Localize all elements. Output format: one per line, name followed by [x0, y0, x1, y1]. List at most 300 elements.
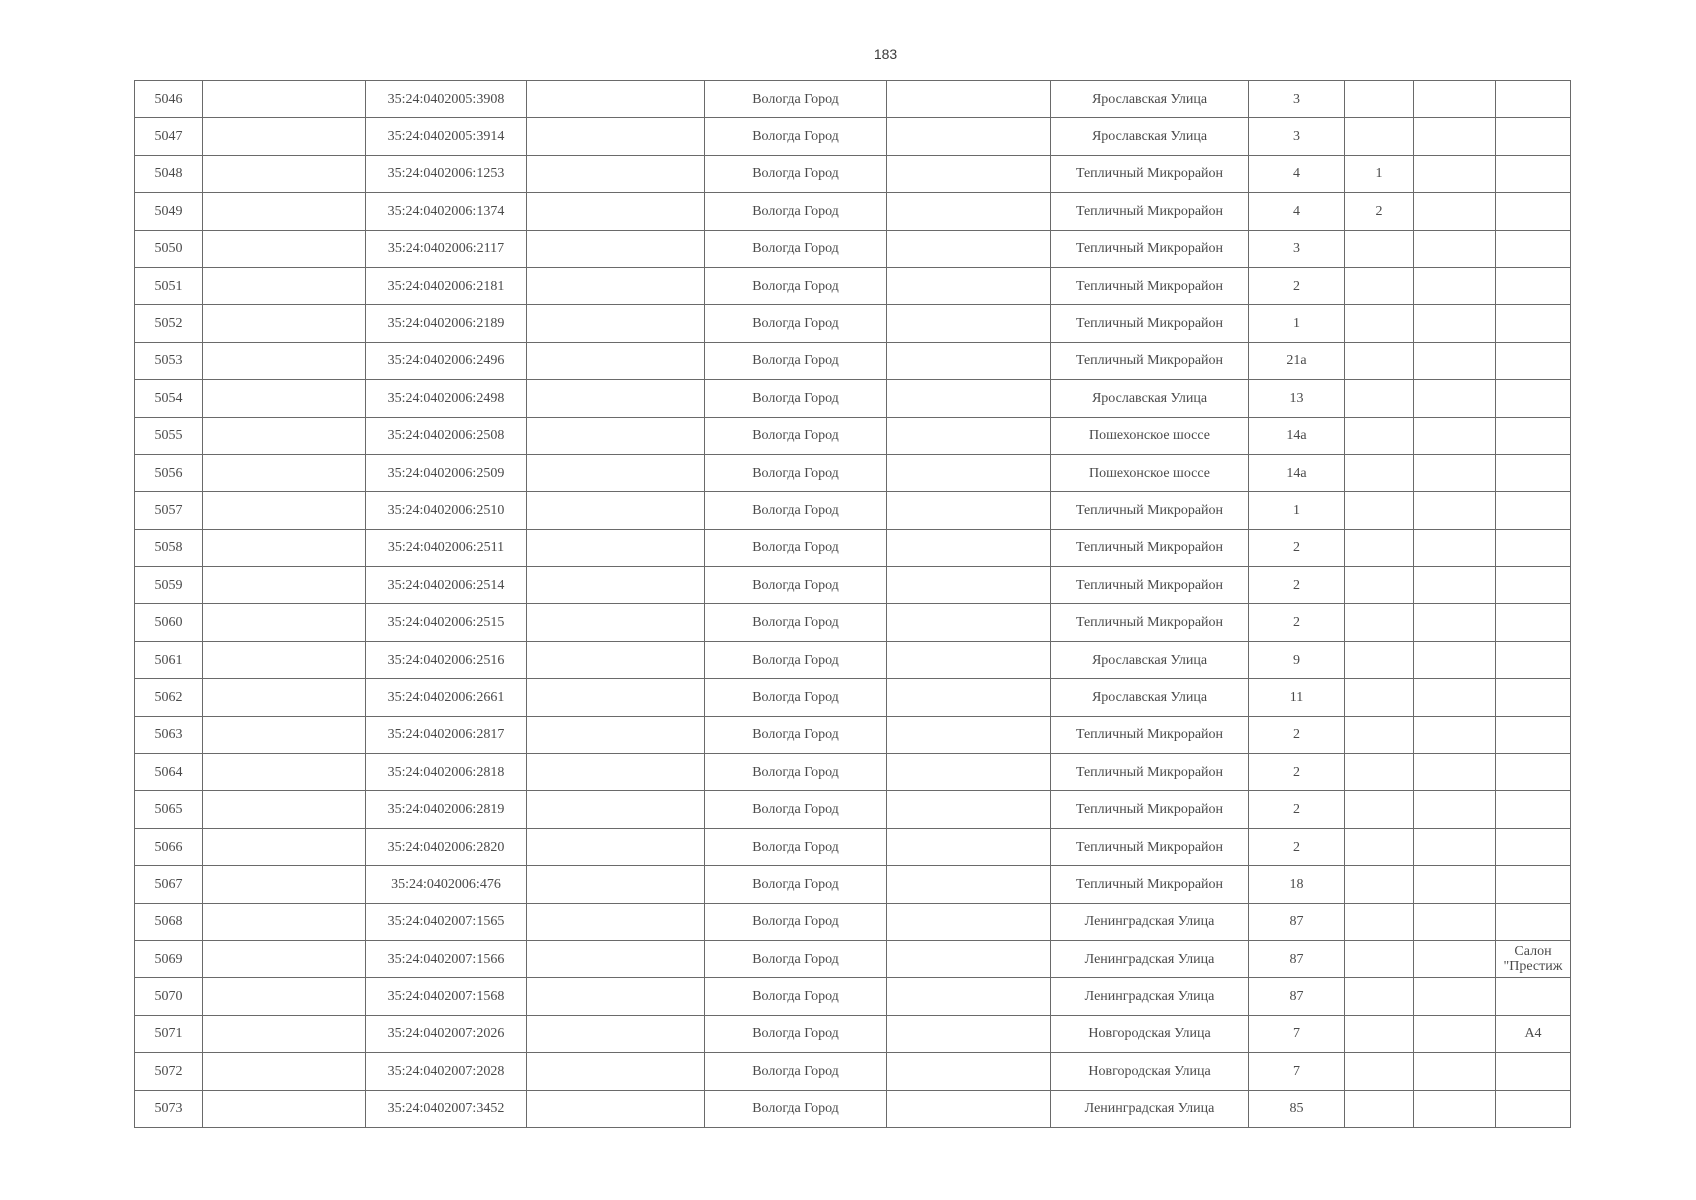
street-cell: Пошехонское шоссе: [1051, 417, 1249, 454]
building-number-cell: [1345, 604, 1414, 641]
blank-cell: [887, 567, 1051, 604]
street-cell: Тепличный Микрорайон: [1051, 492, 1249, 529]
building-number-cell: [1345, 866, 1414, 903]
street-cell: Тепличный Микрорайон: [1051, 716, 1249, 753]
blank-cell: [527, 417, 705, 454]
cadastral-number-cell: 35:24:0402006:2117: [366, 230, 527, 267]
building-number-cell: [1345, 1053, 1414, 1090]
house-number-cell: 14а: [1249, 417, 1345, 454]
blank-cell: [887, 1053, 1051, 1090]
blank-cell: [203, 267, 366, 304]
row-number-cell: 5067: [135, 866, 203, 903]
blank-cell: [1414, 1053, 1496, 1090]
blank-cell: [887, 81, 1051, 118]
cadastral-number-cell: 35:24:0402007:1566: [366, 940, 527, 977]
table-row: [135, 118, 1571, 155]
row-number-cell: 5050: [135, 230, 203, 267]
street-cell: Ярославская Улица: [1051, 641, 1249, 678]
city-cell: Вологда Город: [705, 679, 887, 716]
blank-cell: [1414, 492, 1496, 529]
table-row: [135, 791, 1571, 828]
blank-cell: [527, 978, 705, 1015]
note-cell: А4: [1496, 1015, 1571, 1052]
blank-cell: [1414, 454, 1496, 491]
blank-cell: [203, 155, 366, 192]
table-row: [135, 342, 1571, 379]
house-number-cell: 2: [1249, 754, 1345, 791]
row-number-cell: 5054: [135, 380, 203, 417]
cadastral-number-cell: 35:24:0402006:2498: [366, 380, 527, 417]
note-cell: [1496, 342, 1571, 379]
city-cell: Вологда Город: [705, 716, 887, 753]
building-number-cell: [1345, 118, 1414, 155]
street-cell: Тепличный Микрорайон: [1051, 828, 1249, 865]
note-cell: [1496, 529, 1571, 566]
row-number-cell: 5072: [135, 1053, 203, 1090]
blank-cell: [887, 155, 1051, 192]
blank-cell: [203, 230, 366, 267]
blank-cell: [887, 380, 1051, 417]
table-row: [135, 1090, 1571, 1127]
blank-cell: [1414, 791, 1496, 828]
blank-cell: [203, 305, 366, 342]
blank-cell: [203, 417, 366, 454]
city-cell: Вологда Город: [705, 454, 887, 491]
note-cell: [1496, 492, 1571, 529]
street-cell: Ленинградская Улица: [1051, 978, 1249, 1015]
building-number-cell: [1345, 454, 1414, 491]
blank-cell: [527, 604, 705, 641]
note-cell: [1496, 155, 1571, 192]
cadastral-number-cell: 35:24:0402006:2496: [366, 342, 527, 379]
blank-cell: [887, 754, 1051, 791]
blank-cell: [527, 1015, 705, 1052]
blank-cell: [203, 791, 366, 828]
table-row: [135, 978, 1571, 1015]
blank-cell: [1414, 828, 1496, 865]
house-number-cell: 1: [1249, 305, 1345, 342]
blank-cell: [203, 716, 366, 753]
city-cell: Вологда Город: [705, 529, 887, 566]
blank-cell: [887, 978, 1051, 1015]
cadastral-number-cell: 35:24:0402006:2516: [366, 641, 527, 678]
table-row: [135, 567, 1571, 604]
cadastral-number-cell: 35:24:0402007:2026: [366, 1015, 527, 1052]
house-number-cell: 14а: [1249, 454, 1345, 491]
row-number-cell: 5066: [135, 828, 203, 865]
city-cell: Вологда Город: [705, 492, 887, 529]
blank-cell: [887, 866, 1051, 903]
blank-cell: [1414, 940, 1496, 977]
blank-cell: [203, 342, 366, 379]
building-number-cell: [1345, 529, 1414, 566]
row-number-cell: 5060: [135, 604, 203, 641]
blank-cell: [203, 567, 366, 604]
blank-cell: [1414, 342, 1496, 379]
row-number-cell: 5052: [135, 305, 203, 342]
blank-cell: [887, 193, 1051, 230]
city-cell: Вологда Город: [705, 417, 887, 454]
blank-cell: [1414, 81, 1496, 118]
building-number-cell: [1345, 1090, 1414, 1127]
street-cell: Тепличный Микрорайон: [1051, 791, 1249, 828]
house-number-cell: 7: [1249, 1053, 1345, 1090]
row-number-cell: 5055: [135, 417, 203, 454]
blank-cell: [887, 454, 1051, 491]
blank-cell: [527, 791, 705, 828]
blank-cell: [887, 791, 1051, 828]
cadastral-number-cell: 35:24:0402006:2819: [366, 791, 527, 828]
city-cell: Вологда Город: [705, 567, 887, 604]
city-cell: Вологда Город: [705, 230, 887, 267]
note-cell: [1496, 567, 1571, 604]
table-row: [135, 866, 1571, 903]
blank-cell: [887, 267, 1051, 304]
blank-cell: [203, 604, 366, 641]
street-cell: Тепличный Микрорайон: [1051, 230, 1249, 267]
blank-cell: [527, 940, 705, 977]
city-cell: Вологда Город: [705, 641, 887, 678]
cadastral-number-cell: 35:24:0402006:2817: [366, 716, 527, 753]
cadastral-number-cell: 35:24:0402007:1568: [366, 978, 527, 1015]
note-cell: [1496, 193, 1571, 230]
building-number-cell: 1: [1345, 155, 1414, 192]
row-number-cell: 5061: [135, 641, 203, 678]
blank-cell: [527, 641, 705, 678]
cadastral-number-cell: 35:24:0402006:2514: [366, 567, 527, 604]
house-number-cell: 1: [1249, 492, 1345, 529]
blank-cell: [527, 193, 705, 230]
blank-cell: [527, 716, 705, 753]
table-row: [135, 193, 1571, 230]
note-cell: [1496, 118, 1571, 155]
blank-cell: [887, 679, 1051, 716]
building-number-cell: [1345, 828, 1414, 865]
table-row: [135, 454, 1571, 491]
table-row: [135, 940, 1571, 977]
building-number-cell: [1345, 492, 1414, 529]
blank-cell: [527, 903, 705, 940]
row-number-cell: 5057: [135, 492, 203, 529]
blank-cell: [887, 828, 1051, 865]
row-number-cell: 5048: [135, 155, 203, 192]
blank-cell: [203, 1053, 366, 1090]
building-number-cell: [1345, 903, 1414, 940]
street-cell: Новгородская Улица: [1051, 1053, 1249, 1090]
house-number-cell: 87: [1249, 940, 1345, 977]
note-cell: [1496, 380, 1571, 417]
cadastral-number-cell: 35:24:0402006:2181: [366, 267, 527, 304]
building-number-cell: [1345, 716, 1414, 753]
blank-cell: [1414, 193, 1496, 230]
blank-cell: [887, 604, 1051, 641]
table-row: [135, 267, 1571, 304]
city-cell: Вологда Город: [705, 1053, 887, 1090]
blank-cell: [527, 492, 705, 529]
street-cell: Ленинградская Улица: [1051, 903, 1249, 940]
note-cell: [1496, 679, 1571, 716]
house-number-cell: 7: [1249, 1015, 1345, 1052]
house-number-cell: 4: [1249, 155, 1345, 192]
row-number-cell: 5047: [135, 118, 203, 155]
blank-cell: [1414, 1015, 1496, 1052]
row-number-cell: 5056: [135, 454, 203, 491]
blank-cell: [203, 866, 366, 903]
note-cell: [1496, 716, 1571, 753]
cadastral-number-cell: 35:24:0402005:3914: [366, 118, 527, 155]
blank-cell: [527, 866, 705, 903]
blank-cell: [1414, 567, 1496, 604]
city-cell: Вологда Город: [705, 1015, 887, 1052]
row-number-cell: 5059: [135, 567, 203, 604]
note-cell: Салон "Престиж: [1496, 940, 1571, 977]
table-row: [135, 1015, 1571, 1052]
house-number-cell: 4: [1249, 193, 1345, 230]
building-number-cell: [1345, 791, 1414, 828]
city-cell: Вологда Город: [705, 1090, 887, 1127]
blank-cell: [1414, 155, 1496, 192]
table-row: [135, 679, 1571, 716]
table-row: [135, 81, 1571, 118]
blank-cell: [203, 81, 366, 118]
building-number-cell: [1345, 978, 1414, 1015]
house-number-cell: 2: [1249, 529, 1345, 566]
blank-cell: [527, 1053, 705, 1090]
row-number-cell: 5053: [135, 342, 203, 379]
blank-cell: [203, 754, 366, 791]
note-cell: [1496, 641, 1571, 678]
table-row: [135, 529, 1571, 566]
cadastral-number-cell: 35:24:0402006:1374: [366, 193, 527, 230]
house-number-cell: 3: [1249, 118, 1345, 155]
house-number-cell: 87: [1249, 978, 1345, 1015]
blank-cell: [887, 903, 1051, 940]
street-cell: Тепличный Микрорайон: [1051, 529, 1249, 566]
street-cell: Ярославская Улица: [1051, 81, 1249, 118]
blank-cell: [203, 641, 366, 678]
blank-cell: [527, 305, 705, 342]
building-number-cell: [1345, 380, 1414, 417]
building-number-cell: [1345, 679, 1414, 716]
blank-cell: [527, 118, 705, 155]
street-cell: Новгородская Улица: [1051, 1015, 1249, 1052]
registry-body: [135, 81, 1571, 1128]
row-number-cell: 5068: [135, 903, 203, 940]
table-row: [135, 305, 1571, 342]
street-cell: Тепличный Микрорайон: [1051, 305, 1249, 342]
house-number-cell: 2: [1249, 828, 1345, 865]
building-number-cell: [1345, 1015, 1414, 1052]
blank-cell: [527, 380, 705, 417]
cadastral-number-cell: 35:24:0402006:2510: [366, 492, 527, 529]
blank-cell: [527, 267, 705, 304]
note-cell: [1496, 81, 1571, 118]
table-row: [135, 828, 1571, 865]
house-number-cell: 11: [1249, 679, 1345, 716]
city-cell: Вологда Город: [705, 118, 887, 155]
row-number-cell: 5063: [135, 716, 203, 753]
blank-cell: [203, 903, 366, 940]
city-cell: Вологда Город: [705, 342, 887, 379]
note-cell: [1496, 267, 1571, 304]
house-number-cell: 21а: [1249, 342, 1345, 379]
note-cell: [1496, 604, 1571, 641]
blank-cell: [527, 679, 705, 716]
house-number-cell: 85: [1249, 1090, 1345, 1127]
note-cell: [1496, 1090, 1571, 1127]
registry-table: [134, 80, 1571, 1128]
blank-cell: [887, 529, 1051, 566]
table-row: [135, 604, 1571, 641]
street-cell: Тепличный Микрорайон: [1051, 754, 1249, 791]
blank-cell: [527, 454, 705, 491]
blank-cell: [1414, 641, 1496, 678]
table-row: [135, 1053, 1571, 1090]
table-row: [135, 155, 1571, 192]
blank-cell: [1414, 978, 1496, 1015]
street-cell: Ленинградская Улица: [1051, 940, 1249, 977]
blank-cell: [203, 679, 366, 716]
blank-cell: [887, 641, 1051, 678]
note-cell: [1496, 866, 1571, 903]
street-cell: Ленинградская Улица: [1051, 1090, 1249, 1127]
blank-cell: [527, 529, 705, 566]
blank-cell: [527, 81, 705, 118]
row-number-cell: 5064: [135, 754, 203, 791]
row-number-cell: 5073: [135, 1090, 203, 1127]
blank-cell: [203, 454, 366, 491]
note-cell: [1496, 754, 1571, 791]
blank-cell: [527, 754, 705, 791]
city-cell: Вологда Город: [705, 305, 887, 342]
blank-cell: [203, 193, 366, 230]
row-number-cell: 5058: [135, 529, 203, 566]
blank-cell: [1414, 754, 1496, 791]
blank-cell: [1414, 529, 1496, 566]
table-row: [135, 641, 1571, 678]
blank-cell: [527, 1090, 705, 1127]
building-number-cell: [1345, 567, 1414, 604]
house-number-cell: 3: [1249, 81, 1345, 118]
table-row: [135, 380, 1571, 417]
note-cell: [1496, 978, 1571, 1015]
note-cell: [1496, 903, 1571, 940]
street-cell: Пошехонское шоссе: [1051, 454, 1249, 491]
row-number-cell: 5046: [135, 81, 203, 118]
blank-cell: [203, 978, 366, 1015]
house-number-cell: 3: [1249, 230, 1345, 267]
blank-cell: [1414, 716, 1496, 753]
house-number-cell: 9: [1249, 641, 1345, 678]
building-number-cell: [1345, 940, 1414, 977]
table-row: [135, 417, 1571, 454]
blank-cell: [527, 828, 705, 865]
street-cell: Тепличный Микрорайон: [1051, 193, 1249, 230]
row-number-cell: 5049: [135, 193, 203, 230]
blank-cell: [1414, 230, 1496, 267]
street-cell: Тепличный Микрорайон: [1051, 567, 1249, 604]
cadastral-number-cell: 35:24:0402006:2508: [366, 417, 527, 454]
blank-cell: [1414, 267, 1496, 304]
table-row: [135, 903, 1571, 940]
building-number-cell: [1345, 342, 1414, 379]
table-row: [135, 716, 1571, 753]
blank-cell: [887, 342, 1051, 379]
street-cell: Тепличный Микрорайон: [1051, 267, 1249, 304]
house-number-cell: 2: [1249, 716, 1345, 753]
cadastral-number-cell: 35:24:0402006:2515: [366, 604, 527, 641]
blank-cell: [203, 529, 366, 566]
cadastral-number-cell: 35:24:0402007:3452: [366, 1090, 527, 1127]
building-number-cell: [1345, 754, 1414, 791]
row-number-cell: 5062: [135, 679, 203, 716]
blank-cell: [1414, 903, 1496, 940]
cadastral-number-cell: 35:24:0402006:2661: [366, 679, 527, 716]
blank-cell: [887, 118, 1051, 155]
city-cell: Вологда Город: [705, 866, 887, 903]
house-number-cell: 2: [1249, 567, 1345, 604]
note-cell: [1496, 1053, 1571, 1090]
blank-cell: [203, 118, 366, 155]
street-cell: Тепличный Микрорайон: [1051, 866, 1249, 903]
street-cell: Ярославская Улица: [1051, 679, 1249, 716]
building-number-cell: [1345, 641, 1414, 678]
blank-cell: [887, 492, 1051, 529]
cadastral-number-cell: 35:24:0402007:2028: [366, 1053, 527, 1090]
blank-cell: [203, 492, 366, 529]
building-number-cell: 2: [1345, 193, 1414, 230]
note-cell: [1496, 305, 1571, 342]
cadastral-number-cell: 35:24:0402006:2820: [366, 828, 527, 865]
cadastral-number-cell: 35:24:0402006:1253: [366, 155, 527, 192]
page-number: 183: [873, 46, 898, 62]
city-cell: Вологда Город: [705, 978, 887, 1015]
blank-cell: [1414, 118, 1496, 155]
cadastral-number-cell: 35:24:0402006:2189: [366, 305, 527, 342]
blank-cell: [887, 940, 1051, 977]
note-cell: [1496, 828, 1571, 865]
row-number-cell: 5069: [135, 940, 203, 977]
blank-cell: [527, 155, 705, 192]
table-row: [135, 492, 1571, 529]
street-cell: Тепличный Микрорайон: [1051, 342, 1249, 379]
blank-cell: [1414, 1090, 1496, 1127]
city-cell: Вологда Город: [705, 754, 887, 791]
blank-cell: [887, 1015, 1051, 1052]
blank-cell: [527, 342, 705, 379]
cadastral-number-cell: 35:24:0402006:2818: [366, 754, 527, 791]
table-row: [135, 230, 1571, 267]
blank-cell: [527, 230, 705, 267]
blank-cell: [1414, 380, 1496, 417]
house-number-cell: 13: [1249, 380, 1345, 417]
blank-cell: [887, 417, 1051, 454]
row-number-cell: 5065: [135, 791, 203, 828]
blank-cell: [203, 1090, 366, 1127]
house-number-cell: 87: [1249, 903, 1345, 940]
row-number-cell: 5051: [135, 267, 203, 304]
house-number-cell: 18: [1249, 866, 1345, 903]
city-cell: Вологда Город: [705, 940, 887, 977]
city-cell: Вологда Город: [705, 903, 887, 940]
house-number-cell: 2: [1249, 791, 1345, 828]
cadastral-number-cell: 35:24:0402005:3908: [366, 81, 527, 118]
note-cell: [1496, 417, 1571, 454]
cadastral-number-cell: 35:24:0402006:476: [366, 866, 527, 903]
blank-cell: [1414, 305, 1496, 342]
note-cell: [1496, 230, 1571, 267]
building-number-cell: [1345, 417, 1414, 454]
